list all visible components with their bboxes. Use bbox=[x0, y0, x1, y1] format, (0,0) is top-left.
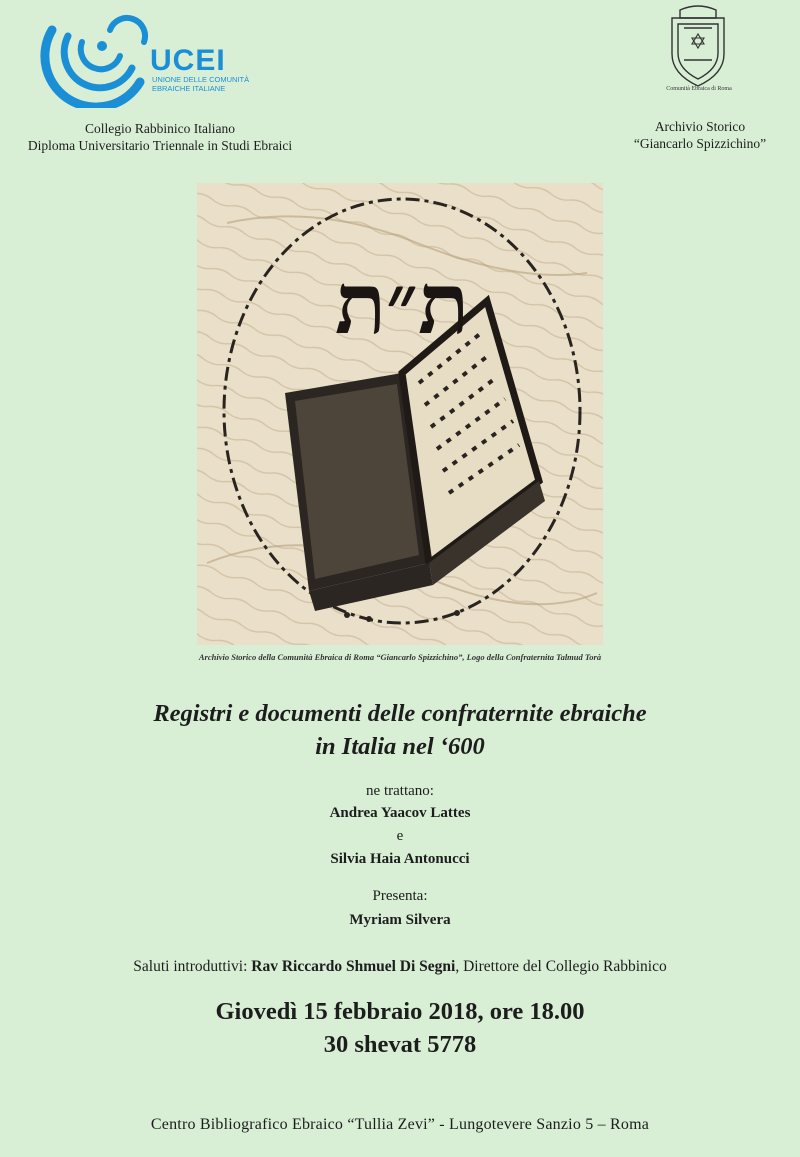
ucei-wordmark: UCEI bbox=[150, 44, 226, 77]
greetings-role: , Direttore del Collegio Rabbinico bbox=[455, 958, 667, 975]
seal-caption: Comunità Ebraica di Roma bbox=[666, 86, 732, 92]
hebrew-letters: ת״ת bbox=[334, 254, 470, 353]
hebrew-date: 30 shevat 5778 bbox=[323, 1031, 477, 1058]
event-title bbox=[0, 697, 800, 763]
collegio-rabbinico-block bbox=[0, 120, 320, 154]
archivio-storico-block bbox=[600, 118, 800, 152]
presenter-name: Myriam Silvera bbox=[349, 912, 451, 928]
venue-address: Centro Bibliografico Ebraico “Tullia Zevi” - Lungotevere Sanzio 5 – Roma bbox=[150, 1116, 650, 1133]
greetings-name: Rav Riccardo Shmuel Di Segni bbox=[251, 958, 456, 975]
speakers-intro: ne trattano: bbox=[366, 783, 434, 799]
image-caption: Archivio Storico della Comunità Ebraica di Roma “Giancarlo Spizzichino”, Logo della Confraternita Talmud Torà bbox=[198, 652, 602, 662]
event-date bbox=[0, 995, 800, 1061]
conjunction: e bbox=[396, 828, 404, 844]
speaker-2: Silvia Haia Antonucci bbox=[330, 851, 470, 867]
greetings-label: Saluti introduttivi: bbox=[133, 958, 248, 975]
ucei-subtitle: UNIONE DELLE COMUNITÀ EBRAICHE ITALIANE bbox=[152, 75, 250, 93]
community-seal-icon bbox=[662, 4, 734, 90]
talmud-tora-stamp-image bbox=[197, 183, 603, 645]
greetings-line bbox=[0, 958, 800, 976]
archive-line-2: “Giancarlo Spizzichino” bbox=[633, 136, 767, 151]
archive-line-1: Archivio Storico bbox=[654, 119, 746, 134]
institution-line-2: Diploma Universitario Triennale in Studi Ebraici bbox=[27, 138, 293, 153]
institution-line-1: Collegio Rabbinico Italiano bbox=[85, 121, 235, 136]
title-line-2: in Italia nel ‘600 bbox=[315, 733, 485, 760]
date-line: Giovedì 15 febbraio 2018, ore 18.00 bbox=[215, 998, 585, 1025]
presenter-intro: Presenta: bbox=[372, 888, 428, 904]
title-line-1: Registri e documenti delle confraternite ebraiche bbox=[153, 700, 647, 727]
speaker-1: Andrea Yaacov Lattes bbox=[329, 805, 471, 821]
